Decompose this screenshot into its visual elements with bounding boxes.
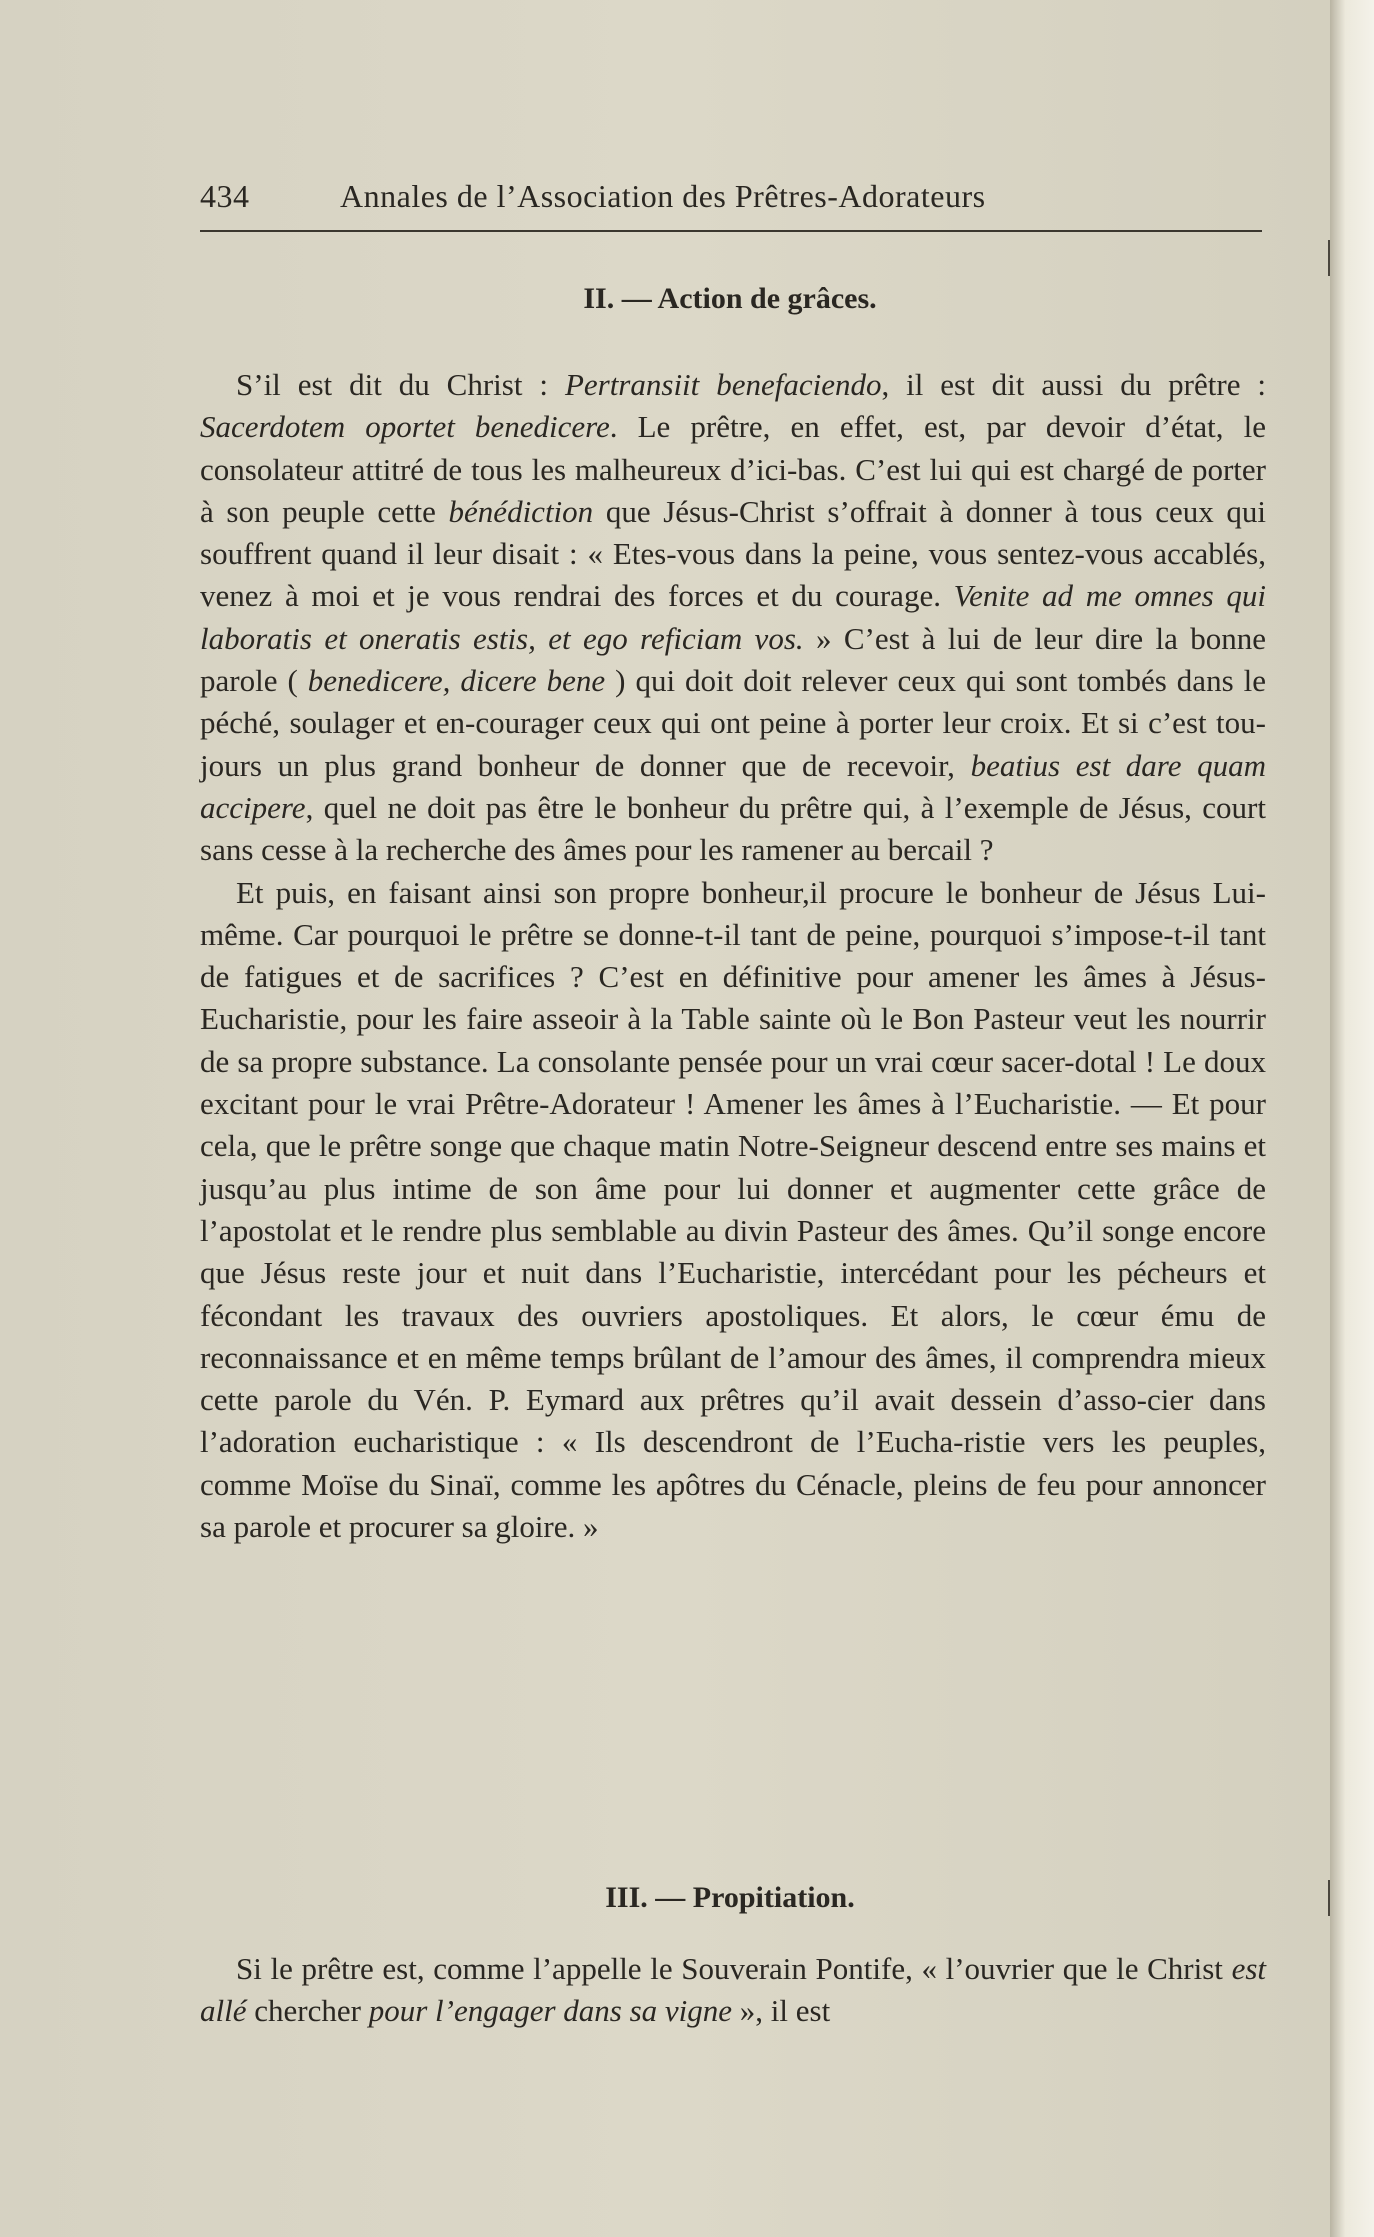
text-run: Si le prêtre est, comme l’appelle le Souverain Pontife, « l’ouvrier que le Christ bbox=[236, 1951, 1232, 1986]
section-3-body bbox=[200, 1948, 1266, 2033]
journal-title: Annales de l’Association des Prêtres-Adorateurs bbox=[340, 178, 986, 214]
paragraph-2: Et puis, en faisant ainsi son propre bonheur,il procure le bonheur de Jésus Lui-même. Car pourquoi le prêtre se donne-t-il tant de peine, pourquoi s’impose-t-il tant de fatigues et de sacrifices ? C’est en définitive pour amener les âmes à Jésus-Eucharistie, pour les faire asseoir à la Table sainte où le Bon Pasteur veut les nourrir de sa propre substance. La consolante pensée pour un vrai cœur sacer-dotal ! Le doux excitant pour le vrai Prêtre-Adorateur ! Amener les âmes à l’Eucharistie. — Et pour cela, que le prêtre songe que chaque matin Notre-Seigneur descend entre ses mains et jusqu’au plus intime de son âme pour lui donner et augmenter cette grâce de l’apostolat et le rendre plus semblable au divin Pasteur des âmes. Qu’il songe encore que Jésus reste jour et nuit dans l’Eucharistie, intercédant pour les pécheurs et fécondant les travaux des ouvriers apostoliques. Et alors, le cœur ému de reconnaissance et en même temps brûlant de l’amour des âmes, il comprendra mieux cette parole du Vén. P. Eymard aux prêtres qu’il avait dessein d’asso-cier dans l’adoration eucharistique : « Ils descendront de l’Eucha-ristie vers les peuples, comme Moïse du Sinaï, comme les apôtres du Cénacle, pleins de feu pour annoncer sa parole et procurer sa gloire. » bbox=[200, 874, 1266, 1545]
latin-quote: Pertransiit benefaciendo bbox=[564, 367, 882, 402]
page-edge bbox=[1330, 0, 1374, 2237]
latin-quote: Venite ad me omnes qui laboratis et oneratis estis, et ego reficiam vos. bbox=[200, 578, 1267, 656]
page-number: 434 bbox=[200, 178, 250, 214]
italic-phrase: pour l’engager dans sa vigne bbox=[368, 1993, 733, 2029]
section-heading-propitiation: III. — Propitiation. bbox=[605, 1881, 855, 1914]
text-run: », il est bbox=[732, 1993, 831, 2029]
text-run: chercher bbox=[246, 1993, 369, 2029]
section-heading-action-de-graces: II. — Action de grâces. bbox=[583, 282, 877, 315]
text-run: S’il est dit du Christ : bbox=[236, 367, 565, 402]
header-rule bbox=[200, 230, 1262, 232]
latin-quote: benedicere, dicere bene bbox=[307, 663, 606, 699]
text-run: ) qui doit doit relever ceux qui sont tombés dans le péché, soulager et en-courager ceux qui ont peine à porter leur croix. Et si c’est tou-jours un plus grand bonheur de donner que de recevoir, bbox=[200, 663, 1266, 783]
section-2-body bbox=[200, 364, 1266, 1548]
latin-quote: Sacerdotem oportet benedicere bbox=[200, 409, 610, 445]
latin-quote: beatius est dare quam accipere bbox=[200, 747, 1267, 825]
text-run: » C’est à lui de leur dire la bonne parole ( bbox=[200, 620, 1266, 699]
text-run: , il est dit aussi du prêtre : bbox=[881, 367, 1266, 402]
paragraph-3 bbox=[200, 1948, 1266, 2033]
italic-word: bénédiction bbox=[448, 493, 594, 529]
text-run: que Jésus-Christ s’offrait à donner à tous ceux qui souffrent quand il leur disait : « Etes-vous dans la peine, vous sentez-vous accablés, venez à moi et je vous rendrai des forces et du courage. bbox=[200, 493, 1266, 614]
italic-phrase: est allé bbox=[200, 1951, 1266, 2029]
text-run: . Le prêtre, en effet, est, par devoir d’état, le consolateur attitré de tous les malheureux d’ici-bas. C’est lui qui est chargé de porter à son peuple cette bbox=[200, 409, 1266, 529]
paragraph-1 bbox=[200, 364, 1266, 872]
text-run: , quel ne doit pas être le bonheur du prêtre qui, à l’exemple de Jésus, court sans cesse à la recherche des âmes pour les ramener au bercail ? bbox=[200, 789, 1266, 868]
